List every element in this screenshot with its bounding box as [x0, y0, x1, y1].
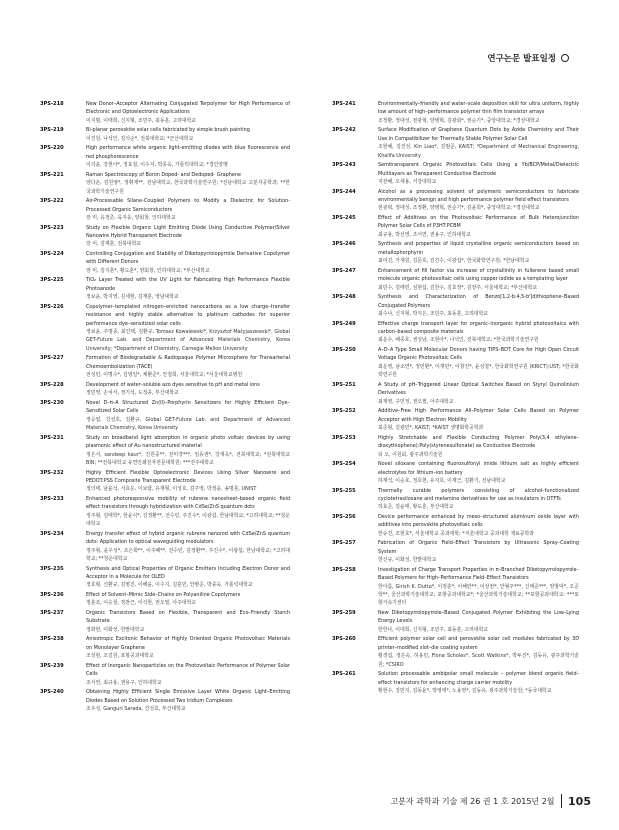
abstract-entry [332, 381, 579, 406]
entry-authors: 최준형, 김광민*, KAIST; *KAIST 생명화학공학과 [378, 425, 484, 432]
entry-authors: 장 미, 김재훈, 전북대학교 [86, 241, 142, 248]
entry-title: Device performance enhanced by meso–structured aluminum oxide layer with additives into perovskite photovoltaic cells [378, 513, 579, 529]
entry-authors: 최운수, 배종호, 권성남, 조현아*, 나석인, 전북대학교; *한국과학기술연구원 [378, 337, 539, 344]
entry-authors: 양다운, 김원영*, 정휘재**, 전남대학교, 한국과학기술연구원; *전남대학교 고분자공학과; **한국과학기술연구원 [86, 180, 290, 195]
entry-authors: 장 미, 김지훈*, 황도훈*, 양회창, 인하대학교; *부산대학교 [86, 267, 210, 274]
entry-code: 3PS-236 [40, 591, 64, 598]
entry-body [86, 171, 290, 196]
abstract-entry [332, 434, 579, 459]
entry-authors: 정은서, sandeep kaur*, 진원중**, 전미경***, 임동권*, 강재욱*, 전북대학교; *전북대학교 BIN; **전북대학교 유연인쇄전자전문대학원; ***전주대학교 [86, 451, 290, 466]
abstract-entry [40, 381, 290, 398]
entry-body [378, 214, 579, 239]
entry-authors: 조우성, Ganguri Sarada, 진성호, 부산대학교 [86, 705, 186, 712]
entry-title: Enhanced photoresponsive mobility of rubrene nanosheet–based organic field effect transistors through hybridization with CdSe/ZnS quantum dots [86, 495, 290, 511]
entry-code: 3PS-231 [40, 434, 64, 441]
entry-code: 3PS-242 [332, 127, 356, 134]
abstract-entry [40, 399, 290, 433]
abstract-entry [40, 469, 290, 494]
entry-title: High performance white organic light-emitting diodes with blue fluorescence and red phosphorescence [86, 145, 290, 160]
entry-code: 3PS-245 [332, 215, 356, 222]
entry-code: 3PS-219 [40, 127, 64, 134]
entry-authors: 정호형, 신환규, 김병진, 이해윤, 이수지, 김훈민, 안병준, 박종욱, 가톨릭대학교 [86, 582, 253, 589]
entry-authors: 전성민, 이명수*, 김영일*, 채환준*, 안철희, 서울대학교; *서울대학교병원 [86, 372, 243, 379]
entry-title: Synthesis and Optical Properties of Organic Emitters Including Electron Donor and Acceptor in a Molecule for OLED [86, 565, 290, 580]
entry-code: 3PS-254 [332, 461, 356, 468]
entry-code: 3PS-233 [40, 495, 64, 502]
abstract-entry [332, 407, 579, 432]
entry-code: 3PS-260 [332, 636, 356, 643]
entry-code: 3PS-248 [332, 294, 356, 301]
entry-body [378, 566, 579, 608]
abstract-entry [40, 100, 290, 125]
entry-title: A Study of pH–Triggered Linear Optical Switches Based on Styryl Quinolinium Derivatives [378, 381, 579, 397]
entry-body [86, 635, 290, 660]
entry-authors: 천광혁, 정대성, 조정환, 양병혁, 권순기*, 김윤희*, 중앙대학교; *경상대학교 [378, 205, 540, 212]
entry-title: Additive–Free High Performance All–Polymer Solar Cells Based on Polymer Acceptor with High Electron Mobility [378, 408, 579, 423]
entry-code: 3PS-261 [332, 671, 356, 678]
entry-code: 3PS-251 [332, 381, 356, 388]
abstract-entry [40, 354, 290, 379]
abstract-entry [40, 495, 290, 529]
entry-body [378, 609, 579, 634]
abstract-entry [332, 267, 579, 292]
entry-authors: 정승엽, 강성호, 김환규, Global GET-Future Lab. and Department of Advanced Materials Chemistry, Korea University [86, 416, 290, 432]
entry-body [378, 513, 579, 538]
entry-body [86, 144, 290, 169]
entry-body [378, 126, 579, 160]
entry-authors: 한신규, 이화성, 한밭대학교 [378, 557, 437, 564]
abstract-entry [332, 513, 579, 538]
abstract-entry [40, 530, 290, 564]
entry-code: 3PS-227 [40, 355, 64, 362]
entry-authors: 정훈조, 이승철, 정찬근, 이석현, 권오필, 아주대학교 [86, 600, 197, 607]
entry-authors: 지찬혜, 오세용, 서강대학교 [378, 179, 437, 186]
abstract-entry [40, 635, 290, 660]
entry-title: Highly Efficient Flexible Optoelectronic Devices Using Silver Nanowire and PEDOT:PSS Composite Transparent Electrode [86, 469, 290, 484]
entry-body [86, 530, 290, 564]
entry-title: Controlling Conjugation and Stability of Diketopyrrolopyrrole Derivative Copolymer with Different Donors [86, 251, 290, 266]
entry-title: New Diketopyrrolopyrrole–Based Conjugated Polymer Exhibiting the Low–Lying Energy Levels [378, 609, 579, 625]
entry-title: Surface Modification of Graphene Quantum Dots by Azide Chemistry and Their Use in Compatibilizer for Thermally Stable Polymer Solar Cell [378, 127, 579, 142]
entry-authors: 정의태, 남윤석, 서효운, 이보람, 유재형, 이성호, 김주영, 박정윤, 송명훈, UNIST [86, 486, 257, 493]
entry-title: Bi-planar perovskite solar cells fabricated by simple brush painting [86, 127, 250, 134]
abstract-entry [40, 144, 290, 169]
abstract-entry [40, 591, 290, 608]
entry-body [86, 469, 290, 494]
entry-title: Highly Stretchable and Flexible Conducting Polymer Poly(3,4 ethylene–dioxythiophene):Poly(styrenesulfonate) as Conductive Electrode [378, 434, 579, 450]
entry-code: 3PS-238 [40, 636, 64, 643]
entry-authors: 황경섭, 정은숙, 허용민, Fiona Scholes*, Scott Watkins*, 박두진*, 김동유, 광주과학기술원; *CSIRO [378, 653, 579, 668]
abstract-entry [332, 670, 579, 695]
entry-code: 3PS-218 [40, 101, 64, 107]
entry-title: Solution processable ambipolar small molecule – polymer blend organic field–effect transistors for enhancing charge carrier mobility [378, 671, 579, 686]
abstract-entry [40, 662, 290, 687]
entry-title: Study on Flexible Organic Light Emitting Diode Using Conductive Polymer/Silver Nanowire Hybrid Transparent Electrode [86, 224, 290, 240]
abstract-entry [332, 188, 579, 213]
entry-body [378, 346, 579, 380]
section-title: 연구논문 발표일정 [487, 54, 557, 64]
entry-title: Effect of Additives on the Photovoltaic Performance of Bulk Heterojunction Polymer Solar Cells of P3HT:PCBM [378, 215, 579, 230]
entry-body [86, 100, 290, 125]
entry-title: Anisotropic Excitonic Behavior of Highly Oriented Organic Photovoltaic Materials on Monolayer Graphene [86, 636, 290, 651]
entry-code: 3PS-235 [40, 565, 64, 572]
entry-authors: 조정환, 정대성, 천광혁, 양병혁, 김광회*, 권순기*, 중앙대학교; *경상대학교 [378, 117, 540, 124]
entry-title: A–D–A Type Small Molecular Donors having TIPS–BDT Core for High Open Circuit Voltage Organic Photovoltaic Cells [378, 347, 579, 362]
entry-authors: 최민수, 김태민, 심현섭, 김한수, 김효정*, 김장주, 서울대학교; *부산대학교 [378, 284, 538, 291]
entry-code: 3PS-249 [332, 320, 356, 327]
entry-authors: 조현혜, 김진성, Kin Liao*, 김범준, KAIST; *Department of Mechanical Engineering, Khalifa University [378, 144, 579, 159]
abstract-entry [40, 609, 290, 634]
page-footer [390, 794, 591, 808]
entry-code: 3PS-257 [332, 540, 356, 547]
entry-body [86, 197, 290, 222]
entry-body [378, 381, 579, 406]
entry-title: TiO₂ Layer Treated with the UV Light for Fabricating High Performance Flexible Photoanode [86, 277, 290, 292]
entry-title: Energy transfer effect of hybrid organic rubrene nanorod with CdSe/ZnS quantum dots: Application to optical waveguiding modulators [86, 530, 290, 546]
abstract-entry [332, 240, 579, 265]
entry-code: 3PS-230 [40, 399, 64, 406]
abstract-entry [40, 565, 290, 590]
entry-body [86, 381, 290, 398]
entry-authors: 한슈진, 조현호*, 서울대학교 공과대학; *서울대학교 공과대학 재료공학과 [378, 530, 534, 537]
entry-body [378, 161, 579, 186]
abstract-entry [40, 434, 290, 468]
entry-code: 3PS-228 [40, 381, 64, 388]
entry-body [378, 539, 579, 564]
entry-authors: 한한나, 이대희, 신지형, 조민주, 최동훈, 고려대학교 [378, 626, 489, 633]
entry-code: 3PS-226 [40, 303, 64, 310]
entry-code: 3PS-253 [332, 434, 356, 441]
entry-authors: 조성현, 조길원, 포항공과대학교 [86, 653, 154, 660]
abstract-entry [332, 293, 579, 318]
entry-title: Environmentally–friendly and water–scale deposition skill for ultra uniform, highly low amount of high–performance polymer thin film transistor arrays [378, 101, 579, 116]
abstract-entry [40, 224, 290, 249]
entry-body [86, 495, 290, 529]
entry-title: Effective charge transport layer for organic–inorganic hybrid photovoltaics with carbon–based composite materials [378, 320, 579, 336]
entry-authors: 하재석, 이순호, 정호현, 유지호, 이재근, 김환기, 전남대학교 [378, 477, 506, 484]
entry-code: 3PS-241 [332, 101, 356, 107]
entry-body [86, 354, 290, 379]
entry-body [86, 224, 290, 249]
entry-title: Development of water–soluble azo dyes sensitive to pH and metal ions [86, 381, 260, 388]
entry-authors: 이진원, 나석인, 김석순*, 전북대학교; *군산대학교 [86, 135, 194, 142]
entry-title: Novel D–π–A Structured Zn(II)–Porphyrin Sensitizers for Highly Efficient Dye–Sensitized Solar Cells [86, 399, 290, 415]
entry-body [378, 434, 579, 459]
entry-title: Alcohol as a processing solvent of polymeric semiconductors to fabricate environmentally benign and high performance polymer field effect transistors [378, 188, 579, 204]
entry-title: Formation of Biodegradable & Radiopaque Polymer Microsphere for Transarterial Chemoembolization (TACE) [86, 355, 290, 370]
abstract-entry [332, 346, 579, 380]
entry-authors: 최운영, 남소연*, 정민환*, 이재민*, 이창진*, 윤성철*, 한국화학연구원 (KRICT);UST; *한국화학연구원 [378, 363, 579, 379]
entry-code: 3PS-224 [40, 251, 64, 258]
abstract-entry [40, 303, 290, 353]
entry-code: 3PS-246 [332, 241, 356, 248]
abstract-entry [332, 320, 579, 345]
abstract-entry [332, 460, 579, 485]
left-column [40, 100, 290, 715]
entry-code: 3PS-259 [332, 609, 356, 616]
entry-title: Novel siloxane containing fluorosulfonyl imide lithium salt as highly efficient electrolytes for lithium–ion battery [378, 461, 579, 476]
footer-divider [561, 794, 563, 808]
abstract-entry [332, 609, 579, 634]
entry-body [86, 591, 290, 608]
entry-body [86, 276, 290, 301]
entry-title: Effect of Inorganic Nanoparticles on the Photovoltaic Performance of Polymer Solar Cells [86, 662, 290, 678]
entry-title: Study on broadband light absorption in organic photo voltaic devices by using plasmonic effect of Au nanostructured material [86, 434, 290, 450]
entry-authors: 정화현, 이화성, 한밭대학교 [86, 626, 145, 633]
entry-title: Semitransparent Organic Photovoltaic Cells Using a Yb/BCP/Metal/Dielectric Multilayers as Transparent Conductive Electrode [378, 162, 579, 177]
entry-authors: 황현수, 강민지, 김동윤*, 박영태*, 노용영*, 김동유, 광주과학기술원; *동국대학교 [378, 687, 552, 694]
entry-body [86, 126, 290, 143]
entry-authors: 최미진, 가재원, 김문호, 김진수, 이광섭*, 한국화학연구원; *한남대학교 [378, 258, 530, 265]
entry-body [378, 670, 579, 695]
entry-code: 3PS-223 [40, 224, 64, 231]
abstract-entry [332, 539, 579, 564]
entry-authors: 이의윤, 강현아*, 정효철, 이수지, 박종욱, 가톨릭대학교; *경인양행 [86, 162, 228, 169]
right-column [332, 100, 579, 697]
entry-body [86, 609, 290, 634]
entry-title: Raman Spectroscopy of Boron Doped- and Dedoped- Graphene [86, 171, 241, 178]
entry-title: Synthesis and properties of liquid crystalline organic semiconductors based on metallophorphyrin [378, 241, 579, 256]
entry-code: 3PS-258 [332, 566, 356, 573]
entry-code: 3PS-252 [332, 408, 356, 415]
entry-title: Enhancement of fill factor via increase of crystallinity in fullerene based small molecule organic photovoltaic cells using copper iodide as a templating layer [378, 267, 579, 283]
entry-title: Air-Processable Silane-Coupled Polymers to Modify a Dielectric for Solution-Processed Organic Semiconductors [86, 198, 290, 213]
abstract-entry [332, 566, 579, 608]
abstract-entry [40, 171, 290, 196]
entry-authors: 티 오, 이원회, 광주과학기술원 [378, 451, 443, 458]
entry-body [378, 407, 579, 432]
abstract-entry [332, 161, 579, 186]
abstract-entry [332, 214, 579, 239]
entry-authors: 이지범, 이태희, 신지형, 조민주, 최동훈, 고려대학교 [86, 117, 197, 124]
abstract-entry [332, 126, 579, 160]
entry-body [378, 267, 579, 292]
entry-authors: 정보윤, 박지영, 김세현, 김재훈, 영남대학교 [86, 294, 179, 301]
page-number: 105 [568, 794, 591, 808]
abstract-entry [40, 250, 290, 275]
circle-bullet-icon [561, 54, 569, 62]
entry-authors: 조서연, 최규용, 권용구, 인하대학교 [86, 679, 162, 686]
abstract-entry [40, 197, 290, 222]
entry-body [86, 250, 290, 275]
entry-body [86, 688, 290, 713]
entry-body [378, 293, 579, 318]
entry-code: 3PS-234 [40, 530, 64, 537]
entry-authors: 하효준, 김윤태, 황도훈, 부산대학교 [378, 504, 454, 511]
abstract-entry [332, 100, 579, 125]
entry-authors: 정주형, 김태학*, 한윤식*, 김정환**, 전수민, 주진수*, 이광섭, 한남대학교; *고려대학교; **청운대학교 [86, 512, 290, 528]
section-header [487, 52, 569, 64]
entry-code: 3PS-220 [40, 145, 64, 152]
entry-body [86, 303, 290, 353]
entry-title: Thermally curable polymers consisting of alcohol–functionalized cyclotetrasiloxane and melamine derivatives for use as insulators in OTFTs [378, 487, 579, 502]
entry-code: 3PS-243 [332, 162, 356, 169]
entry-code: 3PS-225 [40, 277, 64, 284]
entry-body [378, 460, 579, 485]
entry-title: New Donor–Acceptor Alternating Conjugated Terpolymer for High Performance of Electronic and Optoelectronic Applications [86, 101, 290, 116]
entry-authors: 최수나, 신지형, 박지은, 조민주, 최동훈, 고려대학교 [378, 311, 489, 318]
abstract-entry [332, 487, 579, 512]
entry-authors: 최규용, 박선영, 조서연, 권용구, 인하대학교 [378, 231, 471, 238]
journal-info: 고분자 과학과 기술 제 26 권 1 호 2015년 2월 [390, 796, 555, 806]
entry-body [86, 662, 290, 687]
entry-body [378, 100, 579, 125]
abstract-entry [40, 276, 290, 301]
entry-code: 3PS-239 [40, 662, 64, 669]
entry-code: 3PS-232 [40, 469, 64, 476]
entry-code: 3PS-244 [332, 188, 356, 195]
abstract-entry [40, 126, 290, 143]
entry-title: Effect of Solvent–Mimic Side–Chains on Polyaniline Copolymers [86, 591, 241, 598]
entry-code: 3PS-240 [40, 689, 64, 696]
entry-body [86, 399, 290, 433]
entry-title: Copolymer–templated nitrogen–enriched nanocarbons as a low charge–transfer resistance and highly stable alternative to platinum cathodes for superior performance dye–sensitized solar cells [86, 303, 290, 327]
entry-body [378, 487, 579, 512]
entry-code: 3PS-221 [40, 171, 64, 178]
entry-code: 3PS-250 [332, 347, 356, 354]
entry-body [378, 188, 579, 213]
entry-code: 3PS-222 [40, 198, 64, 205]
entry-body [378, 240, 579, 265]
entry-code: 3PS-237 [40, 609, 64, 616]
entry-authors: 최재영, 구민정, 권오필, 아주대학교 [378, 398, 454, 405]
entry-title: Obtaining Highly Efficient Single Emissive Layer White Organic Light–Emitting Diodes Based on Solution Processed Two Iridium Complexes [86, 689, 290, 704]
entry-title: Investigation of Charge Transport Properties in π–Branched Diketopyrrolopyrrole–Based Polymers for High–Performance Field–Effect Transistors [378, 566, 579, 582]
entry-body [378, 635, 579, 669]
entry-title: Fabrication of Organic Field–Effect Transistors by Ultrasonic Spray–Coating System [378, 540, 579, 555]
entry-code: 3PS-255 [332, 487, 356, 494]
entry-body [378, 320, 579, 345]
entry-title: Efficient polymer solar cell and perovskite solar cell modules fabricated by 3D printer–modified slot–die coating system [378, 636, 579, 651]
entry-body [86, 565, 290, 590]
entry-authors: 한아름, Girish K. Dutta*, 이정훈*, 이해란**, 이상천*, 안형주***, 신태준***, 양창덕*, 오준학**, 울산과학기술대학교; 포항공과대학교*; *울산과학기술대학교; **포항공과대학교; ***포항가속기센터 [378, 583, 579, 607]
abstract-entry [332, 635, 579, 669]
entry-code: 3PS-247 [332, 267, 356, 274]
entry-authors: 정민영, 손치서, 정기석, 도정종, 부산대학교 [86, 390, 179, 397]
entry-title: Organic Transistors Based on Flexible, Transparent and Eco–Friendly Starch Substrate [86, 609, 290, 625]
entry-authors: 정보윤, 주명종, 최인택, 김환규, Tomasz Kowalewski*, Krzysztof Matyjaszewski*, Global GET-Future Lab. and Department of Advanced Materials Chemistry, Korea University; *Department of Chemistry, Carnegie Mellon University [86, 329, 290, 352]
entry-authors: 정주형, 윤우성*, 조은희**, 이주혜**, 전수민, 김정환**, 주진수*, 이광섭, 한남대학교; *고려대학교; **청운대학교 [86, 547, 290, 562]
entry-authors: 장 미, 유정준, 육지웅, 양회창, 인하대학교 [86, 215, 176, 222]
entry-body [86, 434, 290, 468]
abstract-entry [40, 688, 290, 713]
entry-code: 3PS-256 [332, 513, 356, 520]
entry-title: Synthesis and Characterization of Benzo[1,2-b:4,5-b']dithiophene–Based Conjugated Polymers [378, 294, 579, 309]
